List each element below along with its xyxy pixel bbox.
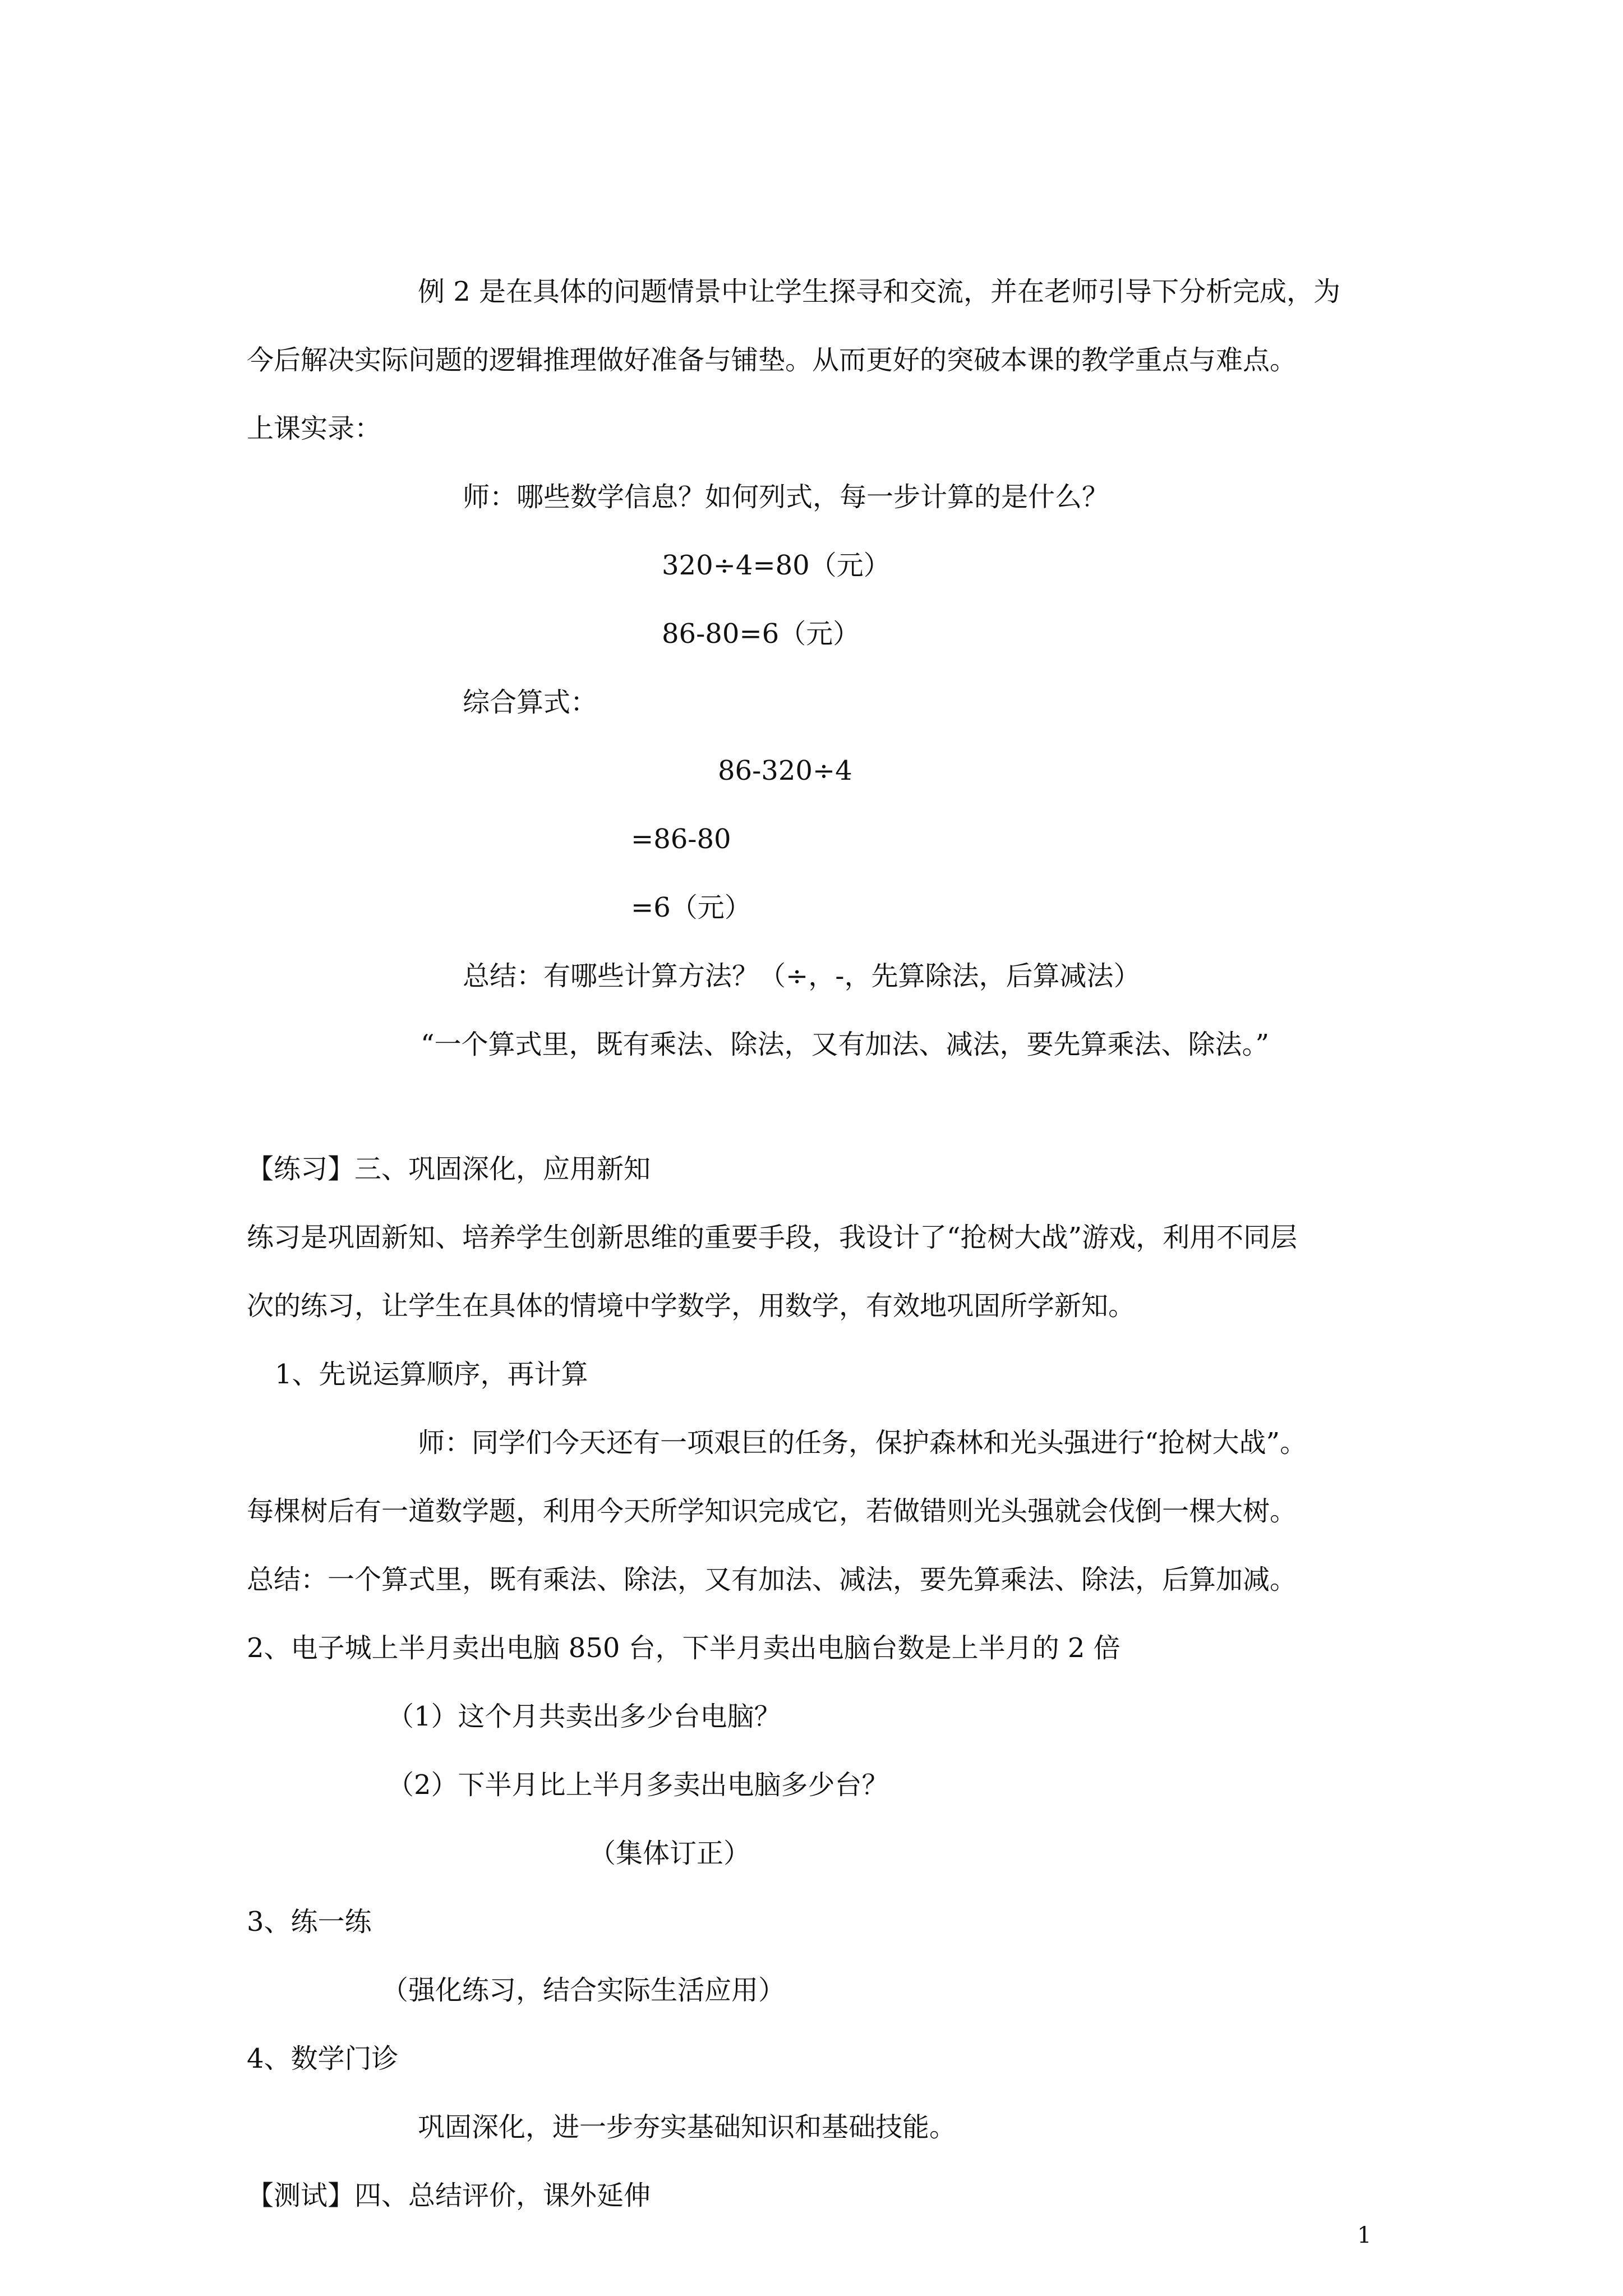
combined-step-2: =6（元） xyxy=(631,892,751,923)
test-heading: 【测试】四、总结评价，课外延伸 xyxy=(247,2180,651,2211)
practice-item-1-title: 1、先说运算顺序，再计算 xyxy=(275,1359,588,1390)
page-number: 1 xyxy=(1357,2223,1372,2248)
teacher-question: 师：哪些数学信息？如何列式，每一步计算的是什么？ xyxy=(463,481,1109,513)
combined-expression: 86-320÷4 xyxy=(718,755,852,786)
lesson-summary: 总结：有哪些计算方法？（÷，-，先算除法，后算减法） xyxy=(463,960,1141,992)
practice-item-3-note: （强化练习，结合实际生活应用） xyxy=(381,1975,786,2006)
practice-item-4-title: 4、数学门诊 xyxy=(247,2043,399,2074)
practice-item-1-text: 每棵树后有一道数学题，利用今天所学知识完成它，若做错则光头强就会伐倒一棵大树。 xyxy=(247,1496,1297,1527)
practice-item-1-summary: 总结：一个算式里，既有乘法、除法，又有加法、减法，要先算乘法、除法，后算加减。 xyxy=(247,1564,1297,1595)
calc-step-1: 320÷4=80（元） xyxy=(662,550,891,581)
practice-item-2-question-1: （1）这个月共卖出多少台电脑？ xyxy=(387,1701,781,1732)
practice-item-4-note: 巩固深化，进一步夯实基础知识和基础技能。 xyxy=(418,2111,957,2143)
operation-rule: “一个算式里，既有乘法、除法，又有加法、减法，要先算乘法、除法。” xyxy=(421,1029,1270,1060)
intro-line-2: 今后解决实际问题的逻辑推理做好准备与铺垫。从而更好的突破本课的教学重点与难点。 xyxy=(247,344,1297,376)
intro-line-3: 上课实录： xyxy=(247,413,382,444)
combined-formula-label: 综合算式： xyxy=(463,687,598,718)
combined-step-1: =86-80 xyxy=(631,823,731,855)
practice-desc-line-1: 练习是巩固新知、培养学生创新思维的重要手段，我设计了“抢树大战”游戏，利用不同层 xyxy=(247,1222,1298,1253)
practice-item-3-title: 3、练一练 xyxy=(247,1906,372,1938)
practice-item-2-title: 2、电子城上半月卖出电脑 850 台，下半月卖出电脑台数是上半月的 2 倍 xyxy=(247,1632,1121,1664)
practice-heading: 【练习】三、巩固深化，应用新知 xyxy=(247,1153,651,1185)
practice-item-2-question-2: （2）下半月比上半月多卖出电脑多少台？ xyxy=(387,1769,889,1801)
intro-line-1: 例 2 是在具体的问题情景中让学生探寻和交流，并在老师引导下分析完成，为 xyxy=(418,276,1341,307)
practice-desc-line-2: 次的练习，让学生在具体的情境中学数学，用数学，有效地巩固所学新知。 xyxy=(247,1290,1136,1322)
practice-item-1-teacher: 师：同学们今天还有一项艰巨的任务，保护森林和光头强进行“抢树大战”。 xyxy=(418,1427,1307,1458)
practice-item-2-note: （集体订正） xyxy=(589,1838,751,1869)
calc-step-2: 86-80=6（元） xyxy=(662,618,860,650)
